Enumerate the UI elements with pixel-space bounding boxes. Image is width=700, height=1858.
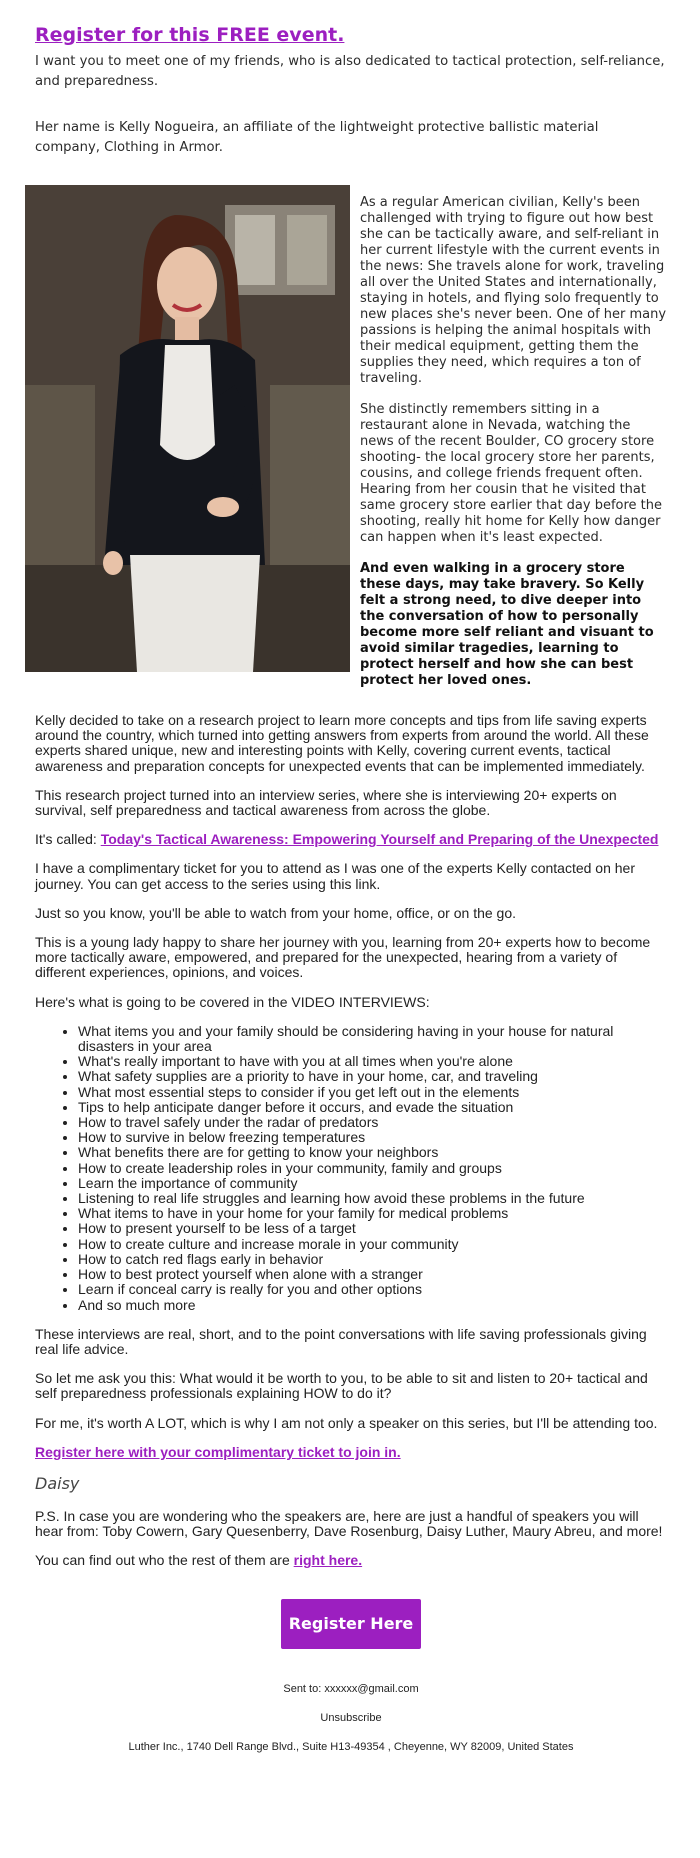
unsubscribe-link[interactable]: Unsubscribe [320,1711,382,1724]
story-side-column [360,195,667,704]
cta-button-wrap [35,1599,667,1649]
interview-series-paragraph: This research project turned into an interview series, where she is interviewing 20+ experts on survival, self preparedness and tactical awareness from across the globe. [35,786,617,819]
story-paragraph-travel: As a regular American civilian, Kelly's been challenged with trying to figure out how best she can be tactically aware, and self-reliant in her current lifestyle with the current events in the news: She travels alone for work, traveling all over the United States and internationally, staying in hotels, and flying solo frequently to new places she's never been. One of her many passions is helping the animal hospitals with their medical equipment, getting them the supplies they need, which requires a ton of traveling. [360,195,667,386]
journey-paragraph: This is a young lady happy to share her journey with you, learning from 20+ experts how to become more tactically aware, empowered, and prepared for the unexpected, hearing from a variety of different experiences, opinions, and voices. [35,934,651,981]
series-name-link[interactable]: Today's Tactical Awareness: Empowering Yourself and Preparing of the Unexpected [100,831,659,848]
register-ticket-paragraph [35,1445,667,1460]
list-item: • What most essential steps to consider if you get left out in the elements [78,1085,667,1100]
list-item: • Learn if conceal carry is really for you and other options [78,1282,667,1297]
kelly-intro-paragraph: Her name is Kelly Nogueira, an affiliate of the lightweight protective ballistic material company, Clothing in Armor. [35,120,599,155]
signature: Daisy [35,1473,80,1493]
rest-of-speakers-prefix: You can find out who the rest of them are [35,1552,294,1569]
list-item: • How to create culture and increase morale in your community [78,1237,667,1252]
covered-heading: Here's what is going to be covered in the VIDEO INTERVIEWS: [35,993,430,1010]
list-item: • What's really important to have with you at all times when you're alone [78,1054,667,1069]
company-address: Luther Inc., 1740 Dell Range Blvd., Suite H13-49354 , Cheyenne, WY 82009, United States [128,1740,574,1753]
list-item: • What safety supplies are a priority to have in your home, car, and traveling [78,1069,667,1084]
rest-of-speakers-paragraph [35,1553,667,1568]
register-here-button[interactable]: Register Here [281,1599,421,1649]
list-item: • What items to have in your home for your family for medical problems [78,1206,667,1221]
interviews-real-paragraph: These interviews are real, short, and to the point conversations with life saving professionals giving real life advice. [35,1325,647,1357]
story-paragraph-bravery: And even walking in a grocery store these days, may take bravery. So Kelly felt a strong need, to dive deeper into the conversation of how to personally become more self reliant and visuant to avoid similar tragedies, learning to protect herself and how she can best protect her loved ones. [360,561,654,688]
topics-list [35,1024,667,1313]
list-item: • Listening to real life struggles and learning how avoid these problems in the future [78,1191,667,1206]
list-item: • How to survive in below freezing temperatures [78,1130,667,1145]
series-name-prefix: It's called: [35,831,101,848]
list-item: • And so much more [78,1298,667,1313]
watch-anywhere-paragraph: Just so you know, you'll be able to watch from your home, office, or on the go. [35,904,517,921]
email-footer [35,1683,667,1753]
email-content [35,24,667,1753]
list-item: • How to catch red flags early in behavior [78,1252,667,1267]
list-item: • What items you and your family should be considering having in your house for natural disasters in your area [78,1024,667,1054]
right-here-link[interactable]: right here. [293,1552,363,1569]
research-paragraph: Kelly decided to take on a research project to learn more concepts and tips from life saving experts around the country, which turned into getting answers from experts from around the world. All these experts shared unique, new and interesting points with Kelly, covering current events, tactical awareness and preparation concepts for unexpected events that can be implemented immediately. [35,712,649,774]
ps-paragraph: P.S. In case you are wondering who the speakers are, here are just a handful of speakers you will hear from: Toby Cowern, Gary Quesenberry, Dave Rosenburg, Daisy Luther, Maury Abreu, and more! [35,1507,663,1540]
kelly-portrait-photo [25,185,350,672]
list-item: • How to best protect yourself when alone with a stranger [78,1267,667,1282]
worth-a-lot-paragraph: For me, it's worth A LOT, which is why I am not only a speaker on this series, but I'll be attending too. [35,1414,658,1431]
series-name-paragraph [35,832,667,847]
list-item: • Learn the importance of community [78,1176,667,1191]
photo-row [35,185,667,713]
list-item: • Tips to help anticipate danger before it occurs, and evade the situation [78,1100,667,1115]
worth-question-paragraph: So let me ask you this: What would it be worth to you, to be able to sit and listen to 20+ tactical and self preparedness professionals explaining HOW to do it? [35,1370,648,1402]
register-ticket-link[interactable]: Register here with your complimentary ticket to join in. [35,1443,401,1460]
ticket-paragraph: I have a complimentary ticket for you to attend as I was one of the experts Kelly contacted on her journey. You can get access to the series using this link. [35,860,635,892]
sent-to-line: Sent to: xxxxxx@gmail.com [283,1682,419,1695]
register-free-event-link[interactable]: Register for this FREE event. [35,24,345,46]
story-paragraph-shooting: She distinctly remembers sitting in a restaurant alone in Nevada, watching the news of the recent Boulder, CO grocery store shooting- the local grocery store her parents, cousins, and college friends frequent often. Hearing from her cousin that he visited that same grocery store earlier that day before the shooting, really hit home for Kelly how danger can happen when it's least expected. [360,402,663,545]
list-item: • What benefits there are for getting to know your neighbors [78,1145,667,1160]
list-item: • How to present yourself to be less of a target [78,1221,667,1236]
list-item: • How to travel safely under the radar of predators [78,1115,667,1130]
list-item: • How to create leadership roles in your community, family and groups [78,1161,667,1176]
intro-paragraph: I want you to meet one of my friends, who is also dedicated to tactical protection, self-reliance, and preparedness. [35,54,665,89]
